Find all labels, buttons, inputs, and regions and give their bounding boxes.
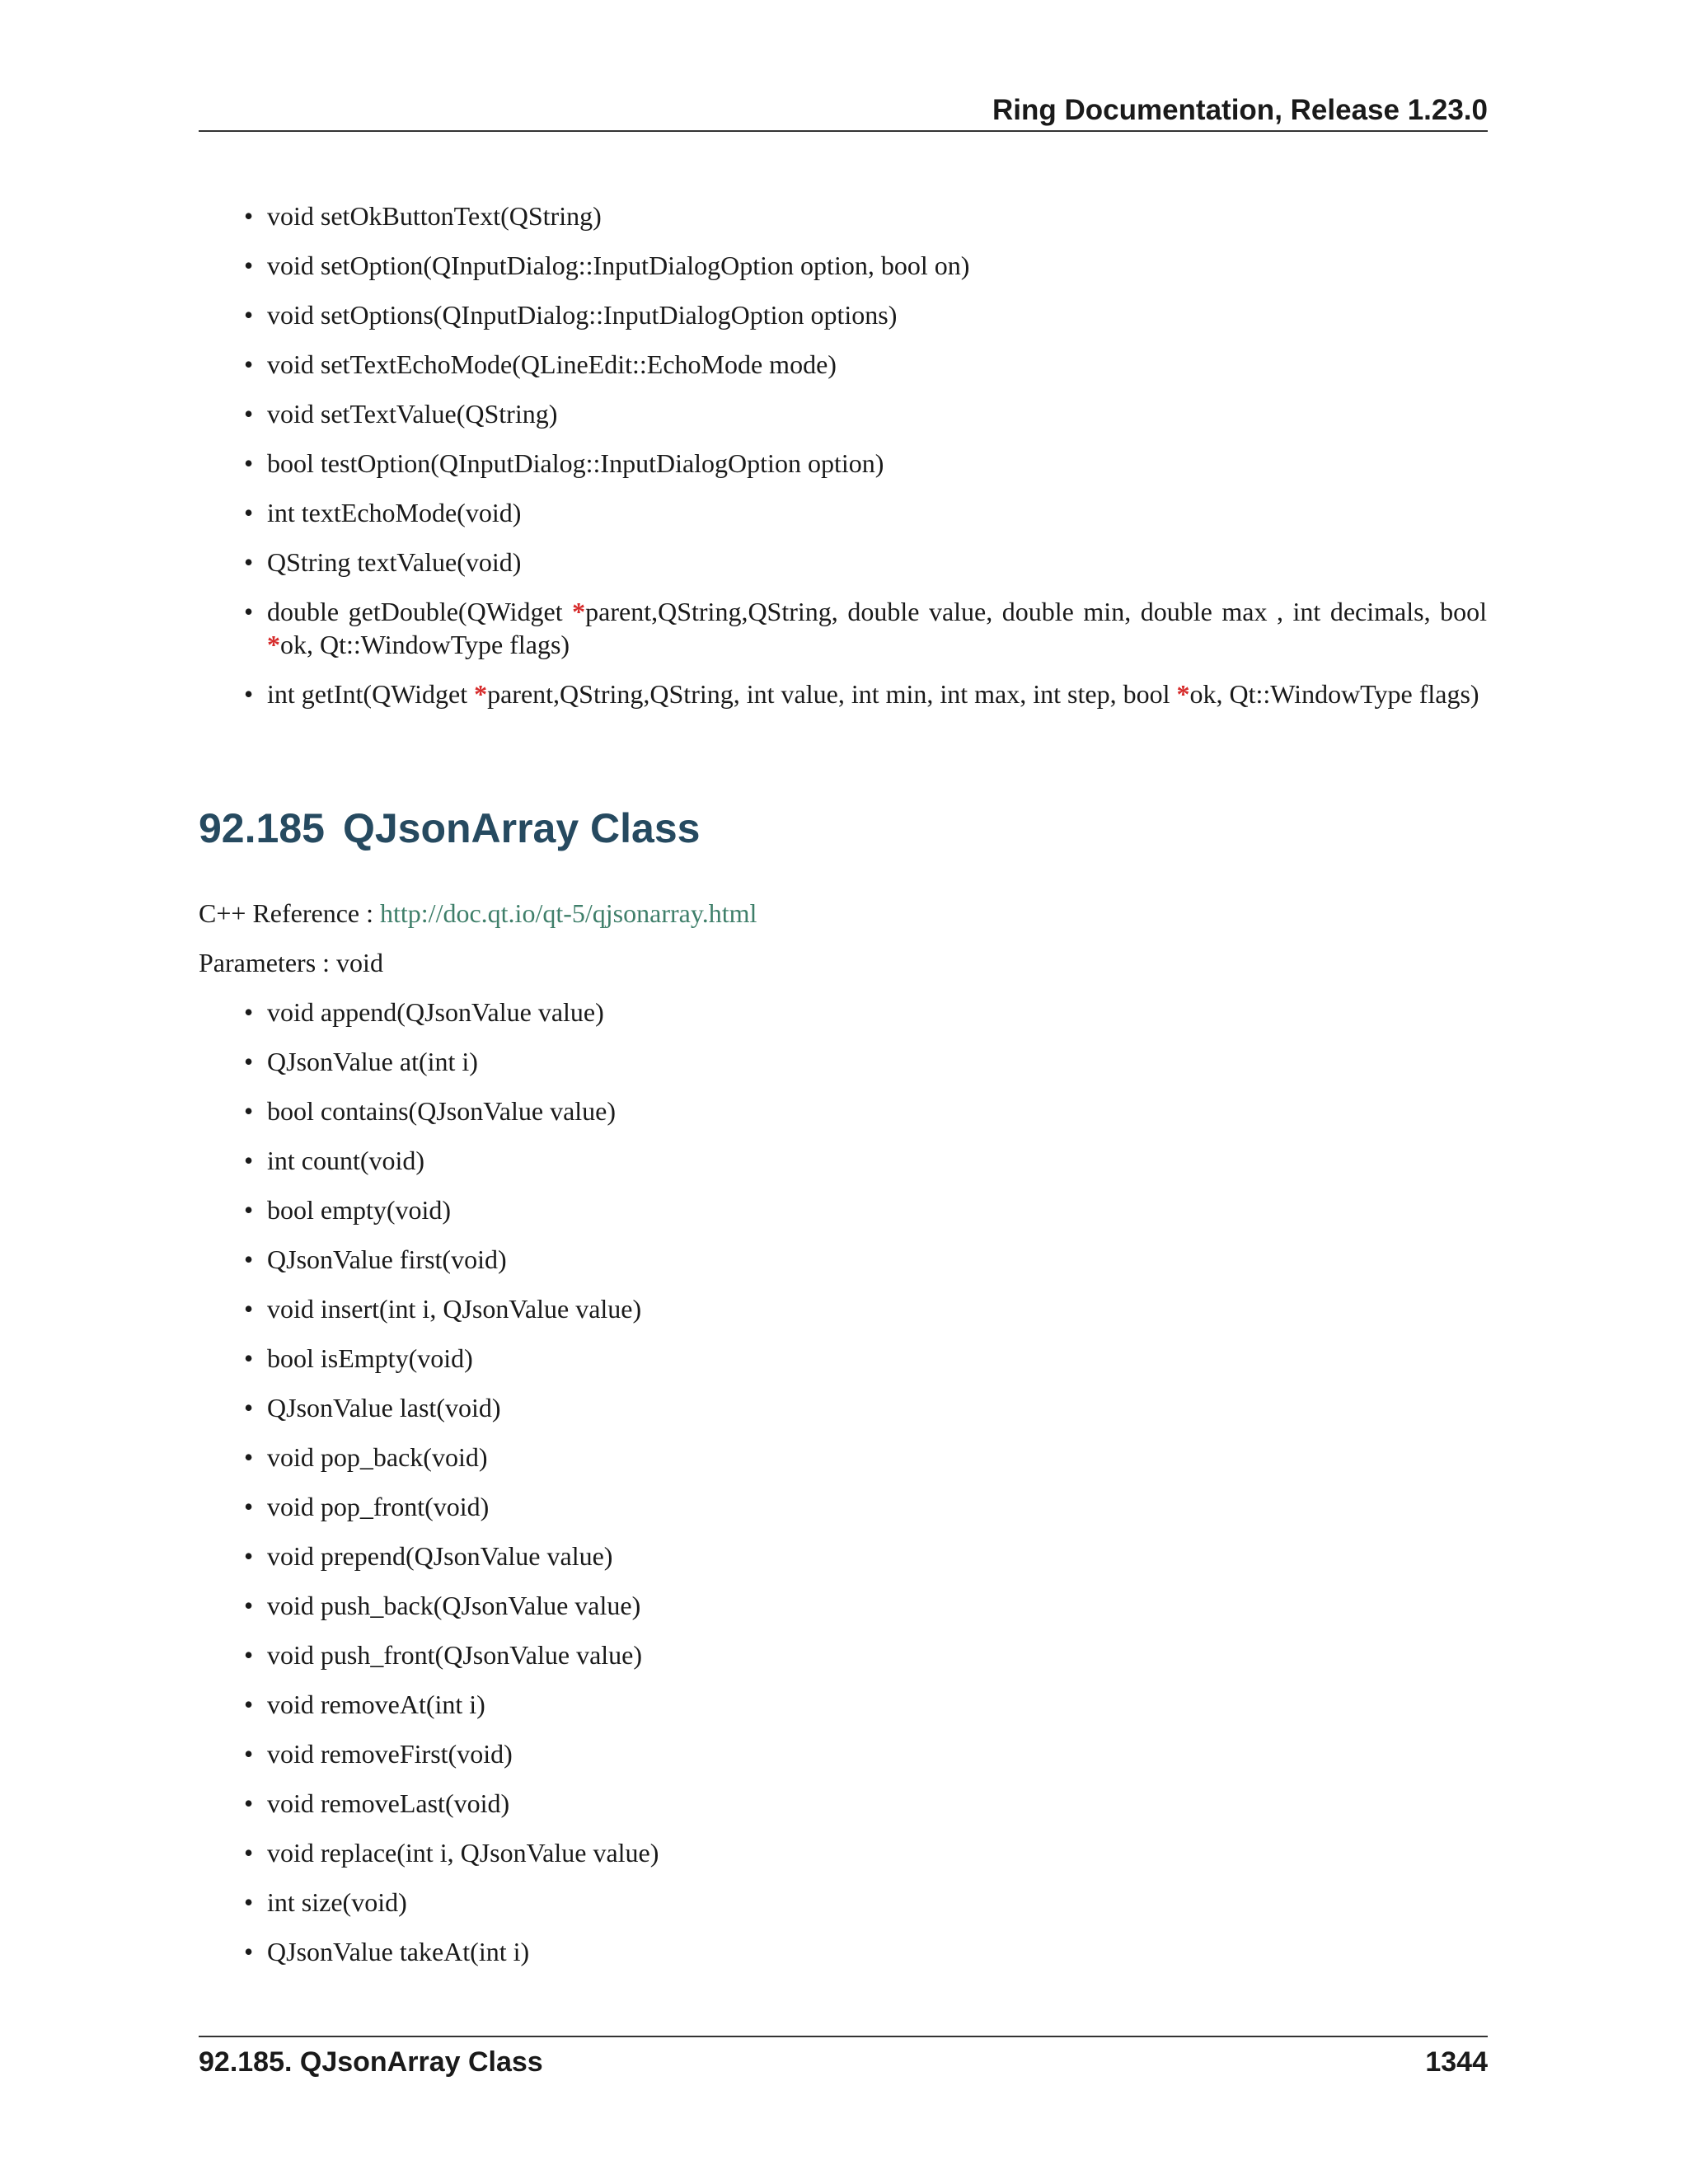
list-item-get-double: • double getDouble(QWidget *parent,QString,QString, double value, double min, double max , int decimals, bool *ok, Qt::WindowType flags) (244, 595, 1487, 661)
page-number: 1344 (1425, 2046, 1488, 2078)
list-item: • bool testOption(QInputDialog::InputDialogOption option) (244, 447, 1487, 480)
list-item: • void setOptions(QInputDialog::InputDialogOption options) (244, 298, 1487, 331)
method-list-top (244, 199, 1487, 727)
pointer-asterisk: * (267, 630, 280, 659)
list-item: • QJsonValue at(int i) (244, 1045, 1487, 1078)
list-item-get-int: • int getInt(QWidget *parent,QString,QString, int value, int min, int max, int step, bool *ok, Qt::WindowType flags) (244, 677, 1487, 710)
pointer-asterisk: * (572, 597, 586, 626)
list-item: • bool empty(void) (244, 1193, 1487, 1226)
list-item: • QString textValue(void) (244, 546, 1487, 579)
reference-link[interactable]: http://doc.qt.io/qt-5/qjsonarray.html (380, 898, 757, 928)
list-item: • void setTextEchoMode(QLineEdit::EchoMode mode) (244, 348, 1487, 381)
list-item: • void append(QJsonValue value) (244, 996, 1487, 1029)
list-item: • void prepend(QJsonValue value) (244, 1540, 1487, 1572)
list-item: • bool contains(QJsonValue value) (244, 1094, 1487, 1127)
list-item: • void setTextValue(QString) (244, 397, 1487, 430)
section-title: QJsonArray Class (342, 805, 701, 851)
list-item: • void push_front(QJsonValue value) (244, 1638, 1487, 1671)
document-title: Ring Documentation, Release 1.23.0 (992, 94, 1488, 126)
pointer-asterisk: * (1176, 679, 1190, 709)
page-header (199, 92, 1488, 132)
list-item: • int size(void) (244, 1886, 1487, 1919)
cpp-reference: C++ Reference : http://doc.qt.io/qt-5/qjsonarray.html (199, 898, 757, 928)
list-item: • void pop_back(void) (244, 1441, 1487, 1474)
method-list (244, 996, 1487, 1985)
list-item: • void replace(int i, QJsonValue value) (244, 1836, 1487, 1869)
list-item: • void insert(int i, QJsonValue value) (244, 1292, 1487, 1325)
list-item: • void setOkButtonText(QString) (244, 199, 1487, 232)
list-item: • void setOption(QInputDialog::InputDialogOption option, bool on) (244, 249, 1487, 282)
list-item: • int textEchoMode(void) (244, 496, 1487, 529)
section-number: 92.185 (199, 805, 325, 851)
list-item: • void removeFirst(void) (244, 1737, 1487, 1770)
footer-section: 92.185. QJsonArray Class (199, 2046, 543, 2078)
list-item: • QJsonValue takeAt(int i) (244, 1935, 1487, 1968)
list-item: • void push_back(QJsonValue value) (244, 1589, 1487, 1622)
pointer-asterisk: * (474, 679, 488, 709)
list-item: • QJsonValue last(void) (244, 1391, 1487, 1424)
list-item: • void removeLast(void) (244, 1787, 1487, 1820)
list-item: • int count(void) (244, 1144, 1487, 1177)
section-heading (199, 804, 700, 853)
list-item: • void pop_front(void) (244, 1490, 1487, 1523)
parameters-line: Parameters : void (199, 948, 383, 977)
list-item: • QJsonValue first(void) (244, 1243, 1487, 1276)
page-footer (199, 2036, 1488, 2079)
list-item: • void removeAt(int i) (244, 1688, 1487, 1721)
list-item: • bool isEmpty(void) (244, 1342, 1487, 1375)
